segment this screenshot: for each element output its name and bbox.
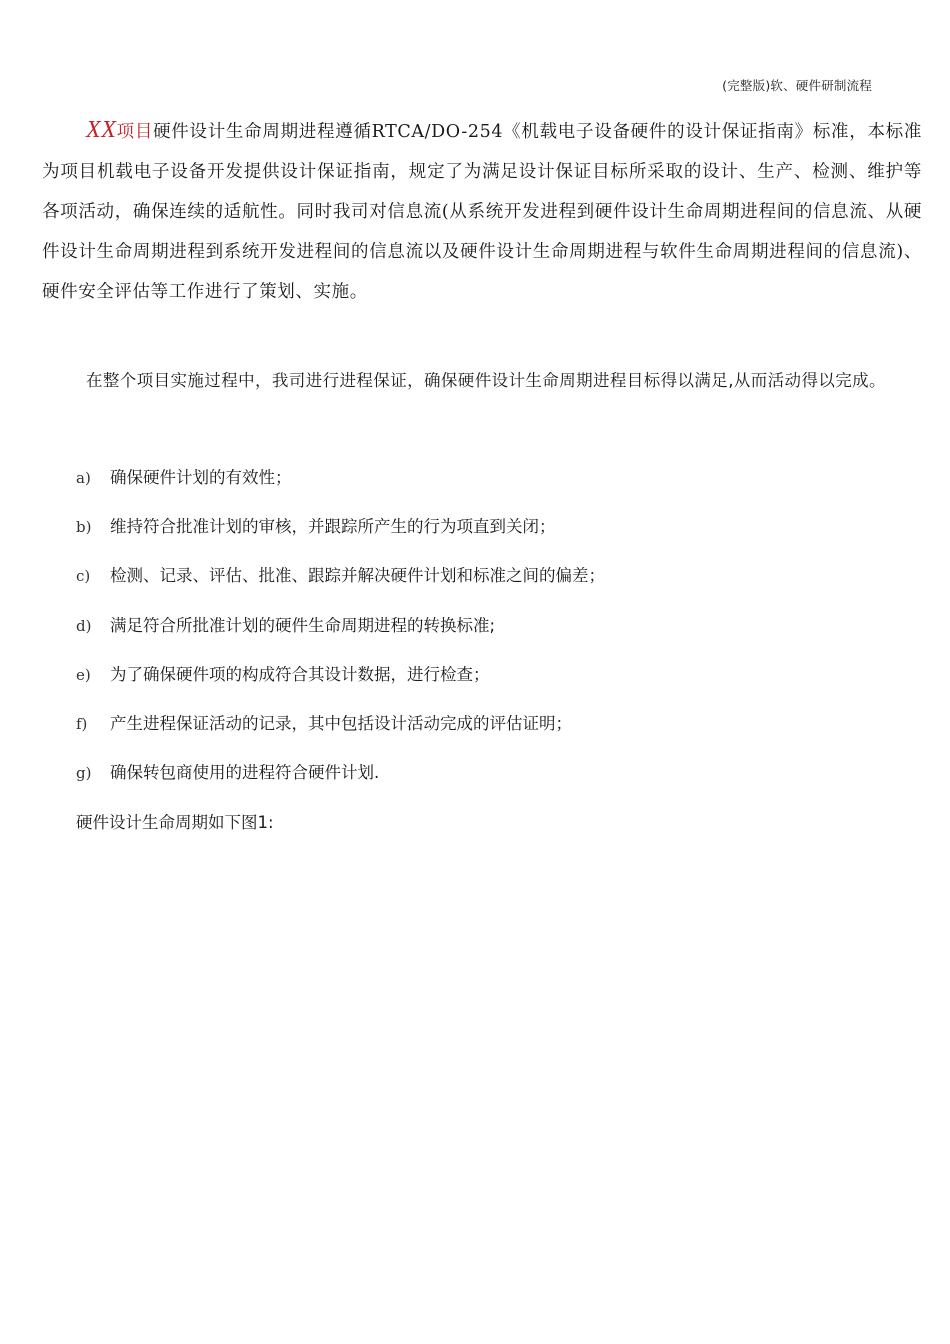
assurance-text: 在整个项目实施过程中，我司进行进程保证，确保硬件设计生命周期进程目标得以满足,从而活动得以完成。 xyxy=(86,371,886,390)
figure-reference: 硬件设计生命周期如下图1: xyxy=(76,813,274,832)
list-item-text: 确保转包商使用的进程符合硬件计划. xyxy=(110,763,380,783)
list-item-text: 为了确保硬件项的构成符合其设计数据，进行检查； xyxy=(110,664,490,684)
list-item-text: 检测、记录、评估、批准、跟踪并解决硬件计划和标准之间的偏差； xyxy=(110,566,605,586)
assurance-goal-list xyxy=(76,458,605,802)
list-item-text: 满足符合所批准计划的硬件生命周期进程的转换标准; xyxy=(110,615,496,635)
list-marker: g) xyxy=(76,764,92,783)
list-item-text: 维持符合批准计划的审核，并跟踪所产生的行为项直到关闭； xyxy=(110,517,556,537)
project-suffix: 项目 xyxy=(116,122,154,142)
list-item-text: 确保硬件计划的有效性； xyxy=(110,468,292,487)
intro-text: 硬件设计生命周期进程遵循RTCA/DO-254《机载电子设备硬件的设计保证指南》标准，本标准为项目机载电子设备开发提供设计保证指南，规定了为满足设计保证目标所采取的设计、生产、检测、维护等各项活动，确保连续的适航性。同时我司对信息流(从系统开发进程到硬件设计生命周期进程间的信息流、从硬件设计生命周期进程到系统开发进程间的信息流以及硬件设计生命周期进程与软件生命周期进程间的信息流)、硬件安全评估等工作进行了策划、实施。 xyxy=(42,122,922,302)
list-marker: c) xyxy=(76,567,91,586)
list-marker: d) xyxy=(76,616,92,635)
list-item xyxy=(76,507,605,556)
list-marker: f) xyxy=(76,714,88,733)
assurance-paragraph xyxy=(42,360,922,401)
project-name: XX xyxy=(86,117,117,143)
list-item-text: 产生进程保证活动的记录，其中包括设计活动完成的评估证明； xyxy=(110,713,572,733)
list-item xyxy=(76,458,605,507)
page-header-title: (完整版)软、硬件研制流程 xyxy=(722,78,872,93)
intro-paragraph xyxy=(42,110,922,312)
list-item xyxy=(76,704,605,753)
list-marker: e) xyxy=(76,665,91,684)
list-item xyxy=(76,753,605,802)
list-item xyxy=(76,556,605,605)
list-item xyxy=(76,655,605,704)
list-marker: a) xyxy=(76,469,91,487)
list-item xyxy=(76,606,605,655)
list-marker: b) xyxy=(76,518,92,537)
